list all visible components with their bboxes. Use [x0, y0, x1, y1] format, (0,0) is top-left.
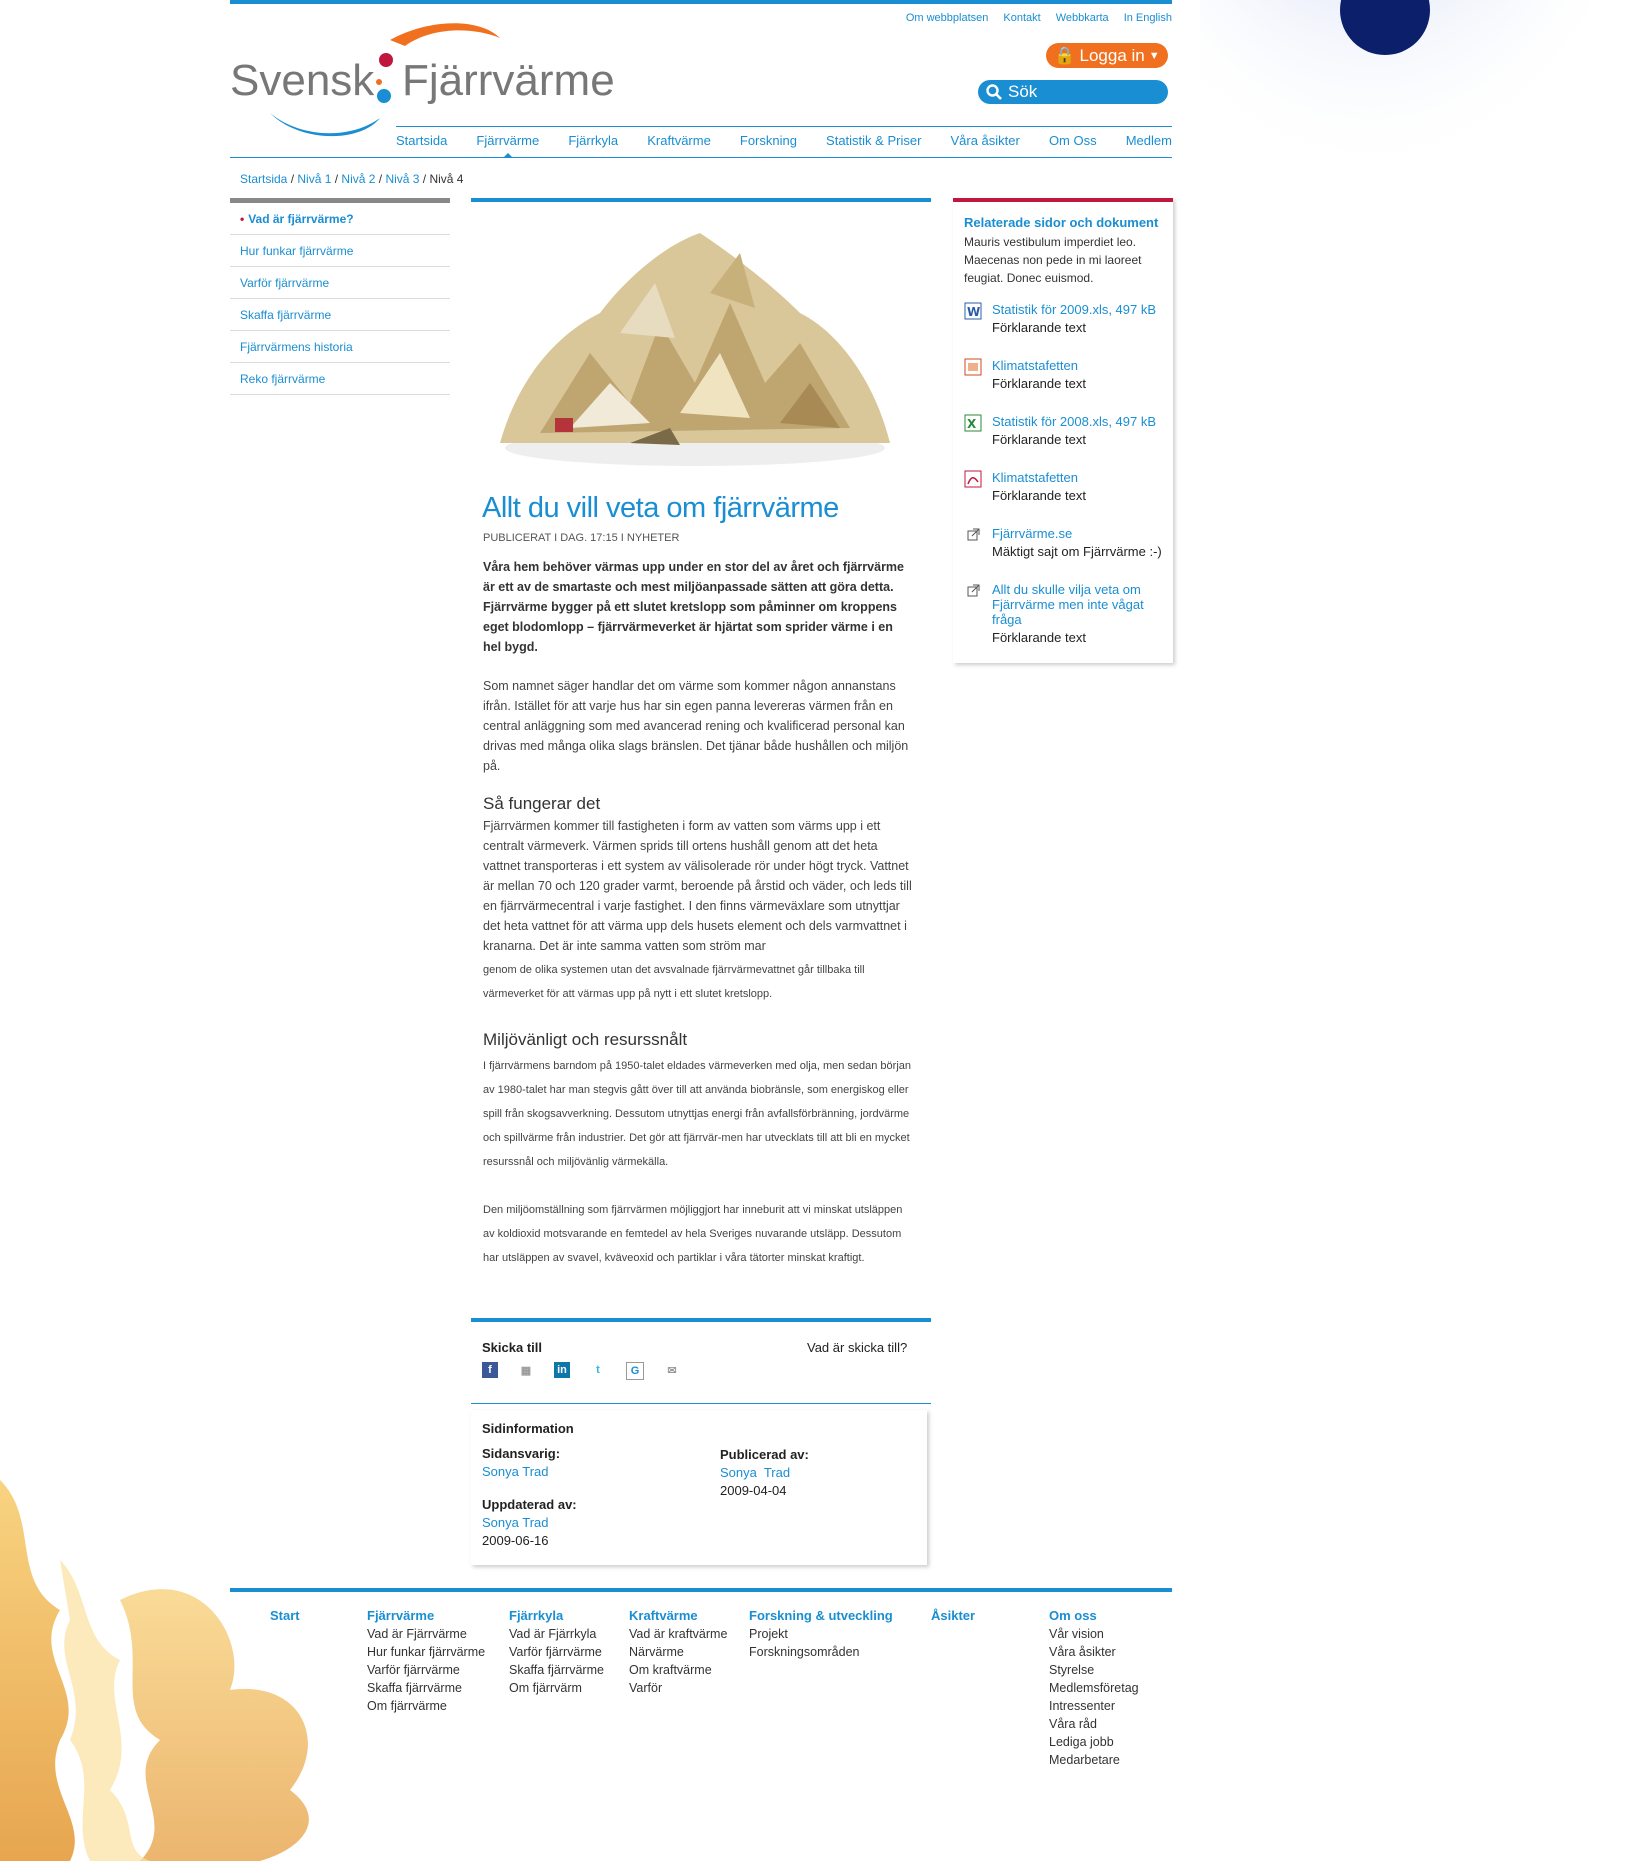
breadcrumb-link[interactable]: Nivå 1 [297, 172, 332, 186]
footer-link[interactable]: Medarbetare [1049, 1753, 1120, 1767]
footer-link[interactable]: Skaffa fjärrvärme [367, 1681, 462, 1695]
related-link[interactable]: Allt du skulle vilja veta om Fjärrvärme men inte vågat fråga [992, 582, 1144, 627]
footer-heading[interactable]: Åsikter [931, 1608, 976, 1623]
linkedin-icon[interactable]: in [554, 1362, 570, 1378]
page-responsible-label: Sidansvarig: [482, 1446, 561, 1461]
utility-link-contact[interactable]: Kontakt [1003, 12, 1041, 24]
footer-heading[interactable]: Fjärrvärme [367, 1608, 435, 1623]
footer-col [509, 1607, 604, 1697]
external-link-icon [964, 582, 982, 600]
footer-col [931, 1607, 975, 1625]
footer-top-line [230, 1588, 1172, 1592]
nav-top-line [396, 126, 1172, 127]
main-nav [396, 133, 1172, 148]
nav-item-startsida[interactable]: Startsida [396, 133, 448, 148]
footer-link[interactable]: Medlemsföretag [1049, 1681, 1139, 1695]
pdf-icon [964, 470, 982, 488]
footer-heading[interactable]: Start [270, 1608, 300, 1623]
article-paragraph: Som namnet säger handlar det om värme som kommer någon annanstans ifrån. Istället för att varje hus har sin egen panna levereras värmen från en central anläggning som med avancerad rening och kvalificerad personal kan drivas med många olika slags bränslen. Det tjänar både hushållen och miljön på. [483, 679, 909, 773]
article-lead: Våra hem behöver värmas upp under en stor del av året och fjärrvärme är ett av de smartaste och mest miljöanpassade sätten att göra detta. Fjärrvärme bygger på ett slutet kretslopp som påminner om kroppens eget blodomlopp – fjärrvärmeverket är hjärtat som sprider värme i en hel bygd. [483, 560, 904, 654]
logo-text-left: Svensk [230, 56, 375, 105]
footer-link[interactable]: Om fjärrvärme [367, 1699, 447, 1713]
related-link[interactable]: Klimatstafetten [992, 470, 1078, 485]
related-item [964, 526, 1174, 559]
page-published-label: Publicerad av: [720, 1447, 809, 1462]
footer-col [367, 1607, 485, 1715]
page-responsible [482, 1445, 560, 1481]
related-link[interactable]: Statistik för 2009.xls, 497 kB [992, 302, 1157, 317]
breadcrumb-current: Nivå 4 [429, 172, 464, 186]
article-paragraph: genom de olika systemen utan det avsvalnade fjärrvärmevattnet går tillbaka till värmeverket för att värmas upp på nytt i ett slutet kretslopp. [483, 964, 865, 1000]
footer-link[interactable]: Om fjärrvärm [509, 1681, 582, 1695]
article-subheading: Miljövänligt och resurssnålt [483, 1030, 688, 1049]
breadcrumb: Startsida / Nivå 1 / Nivå 2 / Nivå 3 / Nivå 4 [240, 172, 464, 186]
utility-link-english[interactable]: In English [1123, 12, 1172, 24]
top-accent-line [230, 0, 1172, 4]
footer-link[interactable]: Våra åsikter [1049, 1645, 1116, 1659]
subnav-item[interactable]: Reko fjärrvärme [230, 363, 450, 395]
search-box[interactable] [978, 80, 1168, 104]
twitter-icon[interactable]: t [596, 1364, 600, 1376]
related-link[interactable]: Fjärrvärme.se [992, 526, 1073, 541]
page-updated-label: Uppdaterad av: [482, 1497, 577, 1512]
footer-link[interactable]: Hur funkar fjärrvärme [367, 1645, 486, 1659]
send-top-bar [471, 1318, 931, 1322]
footer-link[interactable]: Styrelse [1049, 1663, 1095, 1677]
article-top-bar [471, 198, 931, 202]
breadcrumb-link[interactable]: Startsida [240, 172, 288, 186]
left-subnav [230, 198, 450, 395]
footer-heading[interactable]: Om oss [1049, 1608, 1097, 1623]
powerpoint-icon [964, 358, 982, 376]
nav-item-statistik[interactable]: Statistik & Priser [826, 133, 922, 148]
footer-heading[interactable]: Kraftvärme [629, 1608, 698, 1623]
page-responsible-link[interactable]: Sonya Trad [482, 1464, 549, 1479]
search-icon [986, 84, 1002, 100]
related-text: Förklarande text [992, 320, 1086, 335]
chevron-down-icon: ▼ [1148, 49, 1160, 62]
bullet-icon: • [240, 211, 245, 226]
footer-link[interactable]: Intressenter [1049, 1699, 1116, 1713]
external-link-icon [964, 526, 982, 544]
subnav-item[interactable]: Hur funkar fjärrvärme [230, 235, 450, 267]
related-description: Mauris vestibulum imperdiet leo. Maecenas non pede in mi laoreet feugiat. Donec euismod. [964, 235, 1142, 285]
footer-heading[interactable]: Fjärrkyla [509, 1608, 564, 1623]
utility-links [906, 12, 1172, 24]
related-item [964, 358, 1174, 391]
subnav-item-current[interactable] [230, 203, 450, 235]
nav-item-kraftvarme[interactable]: Kraftvärme [647, 133, 711, 148]
send-help-link[interactable]: Vad är skicka till? [807, 1340, 908, 1355]
related-item [964, 470, 1174, 503]
related-item [964, 414, 1174, 447]
footer-link[interactable]: Om kraftvärme [629, 1663, 712, 1677]
facebook-icon[interactable]: f [482, 1362, 498, 1378]
page-updated [482, 1496, 577, 1550]
page-updated-link[interactable]: Sonya Trad [482, 1515, 549, 1530]
page-published-date: 2009-04-04 [720, 1483, 787, 1498]
utility-link-sitemap[interactable]: Webbkarta [1055, 12, 1109, 24]
footer-link[interactable]: Våra råd [1049, 1717, 1097, 1731]
related-link[interactable]: Klimatstafetten [992, 358, 1078, 373]
article-paragraph: Den miljöomställning som fjärrvärmen möjliggjort har inneburit att vi minskat utsläppen av koldioxid motsvarande en femtedel av hela Sveriges nuvarande utsläpp. Dessutom har utsläppen av svavel, kväveoxid och partiklar i våra tätorter minskat kraftigt. [483, 1204, 903, 1264]
nav-item-fjarrkyla[interactable]: Fjärrkyla [568, 133, 619, 148]
fire-decoration [0, 1440, 400, 1861]
related-title: Relaterade sidor och dokument [964, 215, 1159, 230]
lock-icon: 🔒 [1054, 45, 1076, 65]
footer-link[interactable]: Projekt [749, 1627, 788, 1641]
send-label: Skicka till [482, 1340, 542, 1355]
footer-link[interactable]: Varför fjärrvärme [509, 1645, 602, 1659]
footer-heading[interactable]: Forskning & utveckling [749, 1608, 893, 1623]
footer-link[interactable]: Vad är Fjärrkyla [509, 1627, 597, 1641]
footer-link[interactable]: Vad är kraftvärme [629, 1627, 728, 1641]
article-paragraph: I fjärrvärmens barndom på 1950-talet eldades värmeverken med olja, men sedan början av 1980-talet har man stegvis gått över till att använda biobränsle, som energiskog eller spill från skogsavverkning. Dessutom utnyttjas energi från avfallsförbränning, jordvärme och spillvärme från industrier. Det gör att fjärrvär-men har utvecklats till att bli en mycket resurssnål och miljövänlig värmekälla. [483, 1060, 912, 1168]
utility-link-about[interactable]: Om webbplatsen [905, 12, 989, 24]
footer-link[interactable]: Vad är Fjärrvärme [367, 1627, 467, 1641]
site-logo[interactable] [230, 18, 630, 143]
nav-item-fjarrvarme[interactable]: Fjärrvärme [476, 133, 540, 148]
svg-text:X: X [967, 417, 977, 431]
subnav-item[interactable]: Fjärrvärmens historia [230, 331, 450, 363]
login-label: Logga in [1079, 45, 1145, 65]
footer-col-start [270, 1607, 300, 1625]
article-hero-image [480, 213, 905, 473]
related-text: Förklarande text [992, 488, 1086, 503]
word-doc-icon [964, 302, 982, 320]
subnav-item[interactable]: Skaffa fjärrvärme [230, 299, 450, 331]
search-input[interactable] [1006, 81, 1160, 103]
send-bottom-line [471, 1403, 931, 1404]
article-title: Allt du vill veta om fjärrvärme [482, 492, 839, 524]
related-text: Förklarande text [992, 432, 1086, 447]
footer-link[interactable]: Skaffa fjärrvärme [509, 1663, 604, 1677]
share-icons [482, 1362, 680, 1380]
article-subheading: Så fungerar det [483, 794, 601, 813]
subnav-item[interactable]: Varför fjärrvärme [230, 267, 450, 299]
footer-col [1049, 1607, 1139, 1769]
breadcrumb-link[interactable]: Nivå 3 [385, 172, 420, 186]
footer-link[interactable]: Varför [629, 1681, 663, 1695]
svg-text:W: W [967, 305, 981, 319]
logo-text-right: Fjärrvärme [402, 56, 615, 105]
article-paragraph: Fjärrvärmen kommer till fastigheten i form av vatten som värms upp i ett centralt värmeverk. Värmen sprids till ortens hushåll genom att det heta vattnet transporteras i ett system av välisolerade rör under högt tryck. Vattnet är mellan 70 och 120 grader varmt, beroende på årstid och väder, och leds till en fjärrvärmecentral i varje fastighet. I den finns värmeväxlare som utnyttjar det heta vattnet för att värma upp dels husets element och dels varmvattnet i kranarna. Det är inte samma vatten som ström mar [483, 819, 912, 953]
related-link[interactable]: Statistik för 2008.xls, 497 kB [992, 414, 1157, 429]
delicious-icon[interactable]: ▦ [520, 1364, 532, 1377]
related-item [964, 302, 1174, 335]
nav-item-medlem[interactable]: Medlem [1125, 133, 1172, 148]
page-info-title: Sidinformation [482, 1421, 574, 1436]
breadcrumb-link[interactable]: Nivå 2 [341, 172, 376, 186]
article-meta: PUBLICERAT I DAG. 17:15 I NYHETER [483, 532, 680, 544]
related-text: Förklarande text [992, 376, 1086, 391]
login-button[interactable] [1046, 43, 1168, 68]
nav-item-forskning[interactable]: Forskning [739, 133, 797, 148]
related-item [964, 582, 1174, 645]
nav-item-om-oss[interactable]: Om Oss [1048, 133, 1097, 148]
google-icon[interactable]: G [626, 1362, 644, 1380]
page-updated-date: 2009-06-16 [482, 1533, 549, 1548]
page-published-link[interactable]: Sonya Trad [720, 1465, 791, 1480]
nav-item-asikter[interactable]: Våra åsikter [950, 133, 1020, 148]
footer-link[interactable]: Vår vision [1049, 1627, 1104, 1641]
footer-col [629, 1607, 727, 1697]
excel-icon [964, 414, 982, 432]
footer-link[interactable]: Lediga jobb [1049, 1735, 1114, 1749]
email-icon[interactable]: ✉ [667, 1364, 677, 1377]
page-published [720, 1446, 809, 1500]
subnav-label: Vad är fjärrvärme? [248, 211, 354, 226]
footer-col [749, 1607, 893, 1661]
footer-link[interactable]: Närvärme [629, 1645, 684, 1659]
related-text: Förklarande text [992, 630, 1086, 645]
footer-link[interactable]: Varför fjärrvärme [367, 1663, 460, 1677]
footer-link[interactable]: Forskningsområden [749, 1645, 860, 1659]
nav-bottom-line [230, 157, 1172, 158]
blue-splash-decoration [1200, 0, 1650, 320]
related-text: Mäktigt sajt om Fjärrvärme :-) [992, 544, 1162, 559]
